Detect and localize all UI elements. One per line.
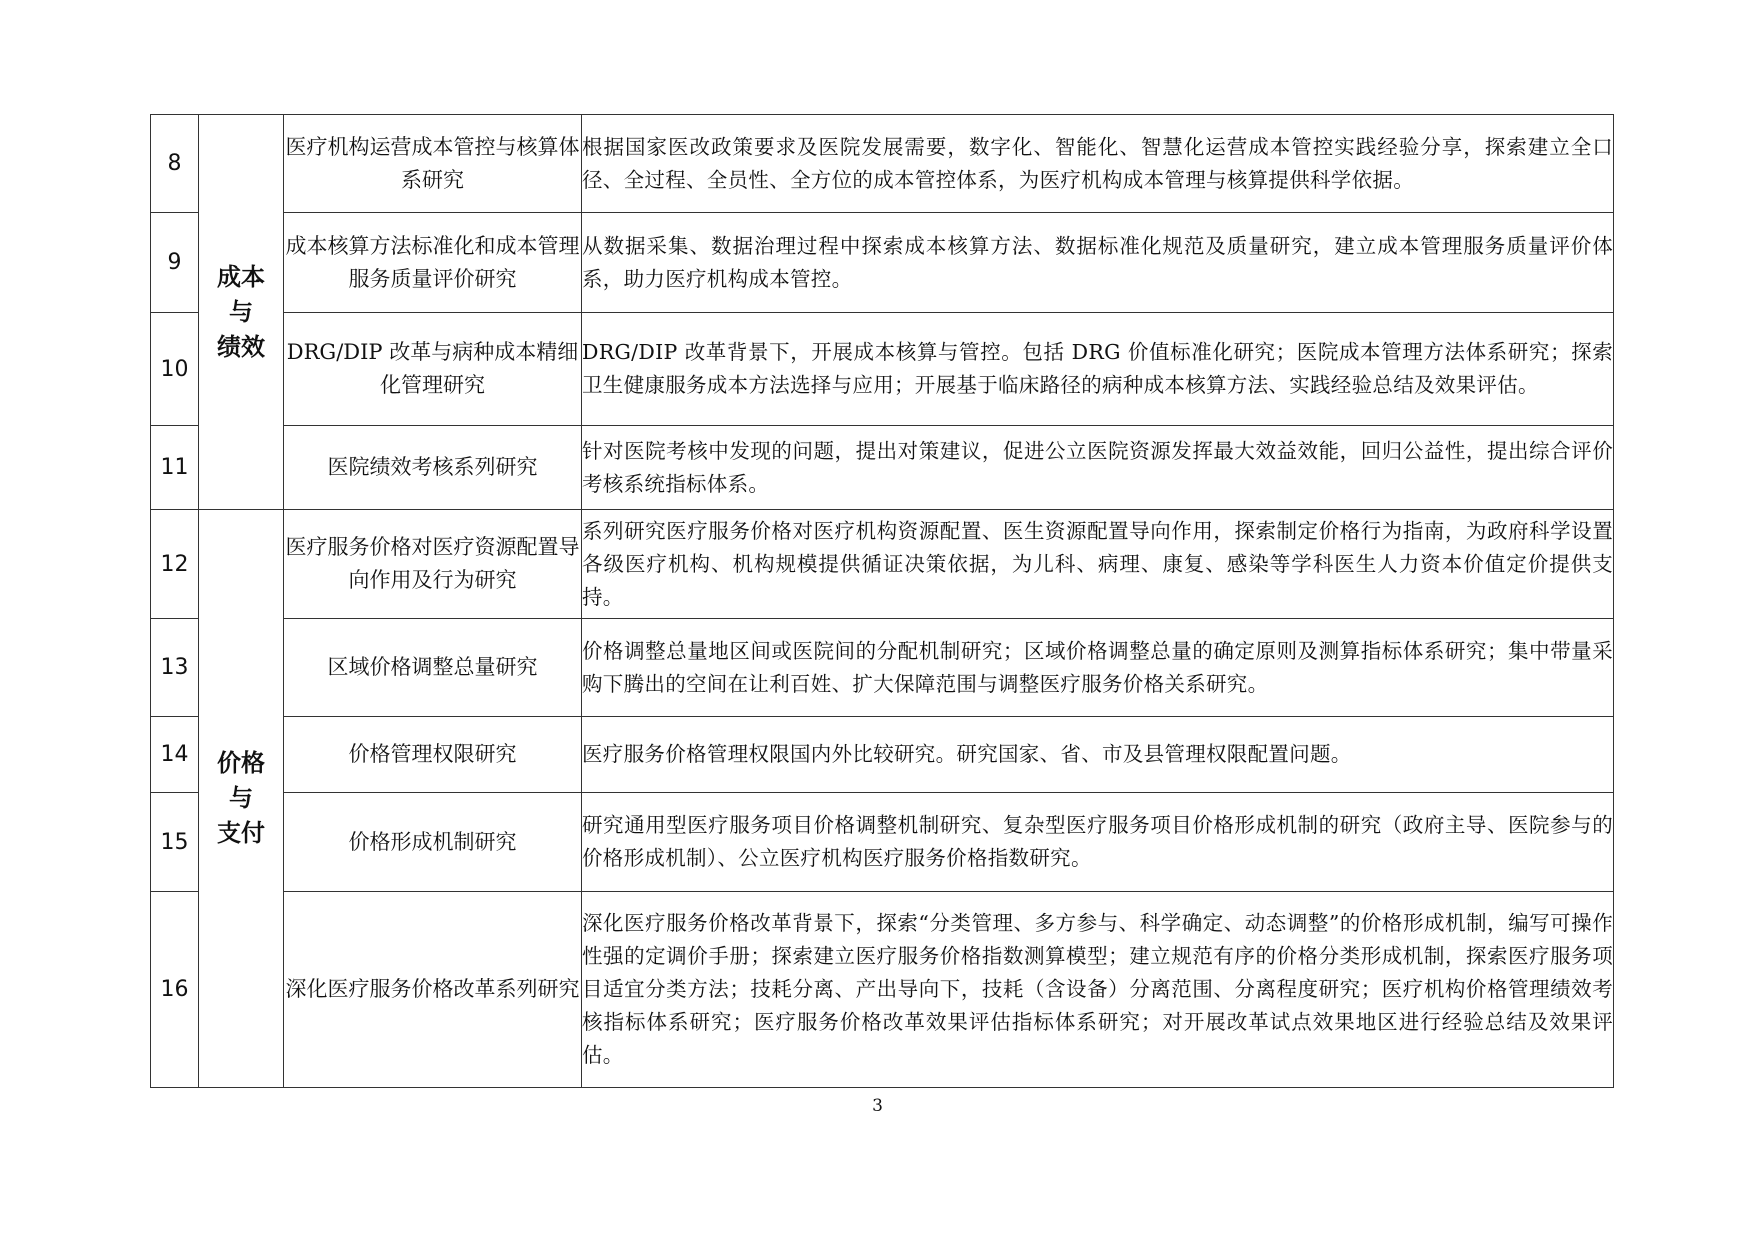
row-number: 8: [151, 115, 199, 213]
description-cell: DRG/DIP 改革背景下，开展成本核算与管控。包括 DRG 价值标准化研究；医院成本管理方法体系研究；探索卫生健康服务成本方法选择与应用；开展基于临床路径的病种成本核算方法、实践经验总结及效果评估。: [582, 313, 1614, 426]
description-cell: 研究通用型医疗服务项目价格调整机制研究、复杂型医疗服务项目价格形成机制的研究（政府主导、医院参与的价格形成机制）、公立医疗机构医疗服务价格指数研究。: [582, 793, 1614, 892]
row-number: 11: [151, 426, 199, 510]
table-row: [151, 313, 1614, 426]
row-number: 9: [151, 213, 199, 313]
row-number: 15: [151, 793, 199, 892]
category-cost-performance: [199, 115, 284, 510]
topic-cell: 价格形成机制研究: [284, 793, 582, 892]
category-line: 与: [229, 297, 253, 326]
table-row: [151, 793, 1614, 892]
category-price-payment: [199, 510, 284, 1088]
table-row: [151, 619, 1614, 717]
row-number: 14: [151, 717, 199, 793]
topic-cell: DRG/DIP 改革与病种成本精细化管理研究: [284, 313, 582, 426]
category-line: 成本: [217, 262, 265, 291]
topic-cell: 区域价格调整总量研究: [284, 619, 582, 717]
row-number: 16: [151, 892, 199, 1088]
table-row: [151, 213, 1614, 313]
description-cell: 根据国家医改政策要求及医院发展需要，数字化、智能化、智慧化运营成本管控实践经验分享，探索建立全口径、全过程、全员性、全方位的成本管控体系，为医疗机构成本管理与核算提供科学依据。: [582, 115, 1614, 213]
description-cell: 针对医院考核中发现的问题，提出对策建议，促进公立医院资源发挥最大效益效能，回归公益性，提出综合评价考核系统指标体系。: [582, 426, 1614, 510]
topic-cell: 成本核算方法标准化和成本管理服务质量评价研究: [284, 213, 582, 313]
row-number: 12: [151, 510, 199, 619]
description-cell: 深化医疗服务价格改革背景下，探索“分类管理、多方参与、科学确定、动态调整”的价格形成机制，编写可操作性强的定调价手册；探索建立医疗服务价格指数测算模型；建立规范有序的价格分类形成机制，探索医疗服务项目适宜分类方法；技耗分离、产出导向下，技耗（含设备）分离范围、分离程度研究；医疗机构价格管理绩效考核指标体系研究；医疗服务价格改革效果评估指标体系研究；对开展改革试点效果地区进行经验总结及效果评估。: [582, 892, 1614, 1088]
category-line: 绩效: [217, 332, 265, 361]
table-row: [151, 426, 1614, 510]
research-topics-table: [150, 114, 1614, 1088]
description-cell: 价格调整总量地区间或医院间的分配机制研究；区域价格调整总量的确定原则及测算指标体系研究；集中带量采购下腾出的空间在让利百姓、扩大保障范围与调整医疗服务价格关系研究。: [582, 619, 1614, 717]
description-cell: 从数据采集、数据治理过程中探索成本核算方法、数据标准化规范及质量研究，建立成本管理服务质量评价体系，助力医疗机构成本管控。: [582, 213, 1614, 313]
topic-cell: 深化医疗服务价格改革系列研究: [284, 892, 582, 1088]
topic-cell: 医院绩效考核系列研究: [284, 426, 582, 510]
category-line: 与: [229, 784, 253, 812]
row-number: 10: [151, 313, 199, 426]
topic-cell: 医疗机构运营成本管控与核算体系研究: [284, 115, 582, 213]
page-number: 3: [872, 1096, 883, 1116]
category-line: 支付: [217, 819, 265, 847]
table-row: [151, 717, 1614, 793]
table-row: [151, 892, 1614, 1088]
description-cell: 医疗服务价格管理权限国内外比较研究。研究国家、省、市及县管理权限配置问题。: [582, 717, 1614, 793]
category-line: 价格: [217, 749, 265, 777]
row-number: 13: [151, 619, 199, 717]
table-row: [151, 510, 1614, 619]
table-row: [151, 115, 1614, 213]
topic-cell: 价格管理权限研究: [284, 717, 582, 793]
description-cell: 系列研究医疗服务价格对医疗机构资源配置、医生资源配置导向作用，探索制定价格行为指南，为政府科学设置各级医疗机构、机构规模提供循证决策依据，为儿科、病理、康复、感染等学科医生人力资本价值定价提供支持。: [582, 510, 1614, 619]
topic-cell: 医疗服务价格对医疗资源配置导向作用及行为研究: [284, 510, 582, 619]
